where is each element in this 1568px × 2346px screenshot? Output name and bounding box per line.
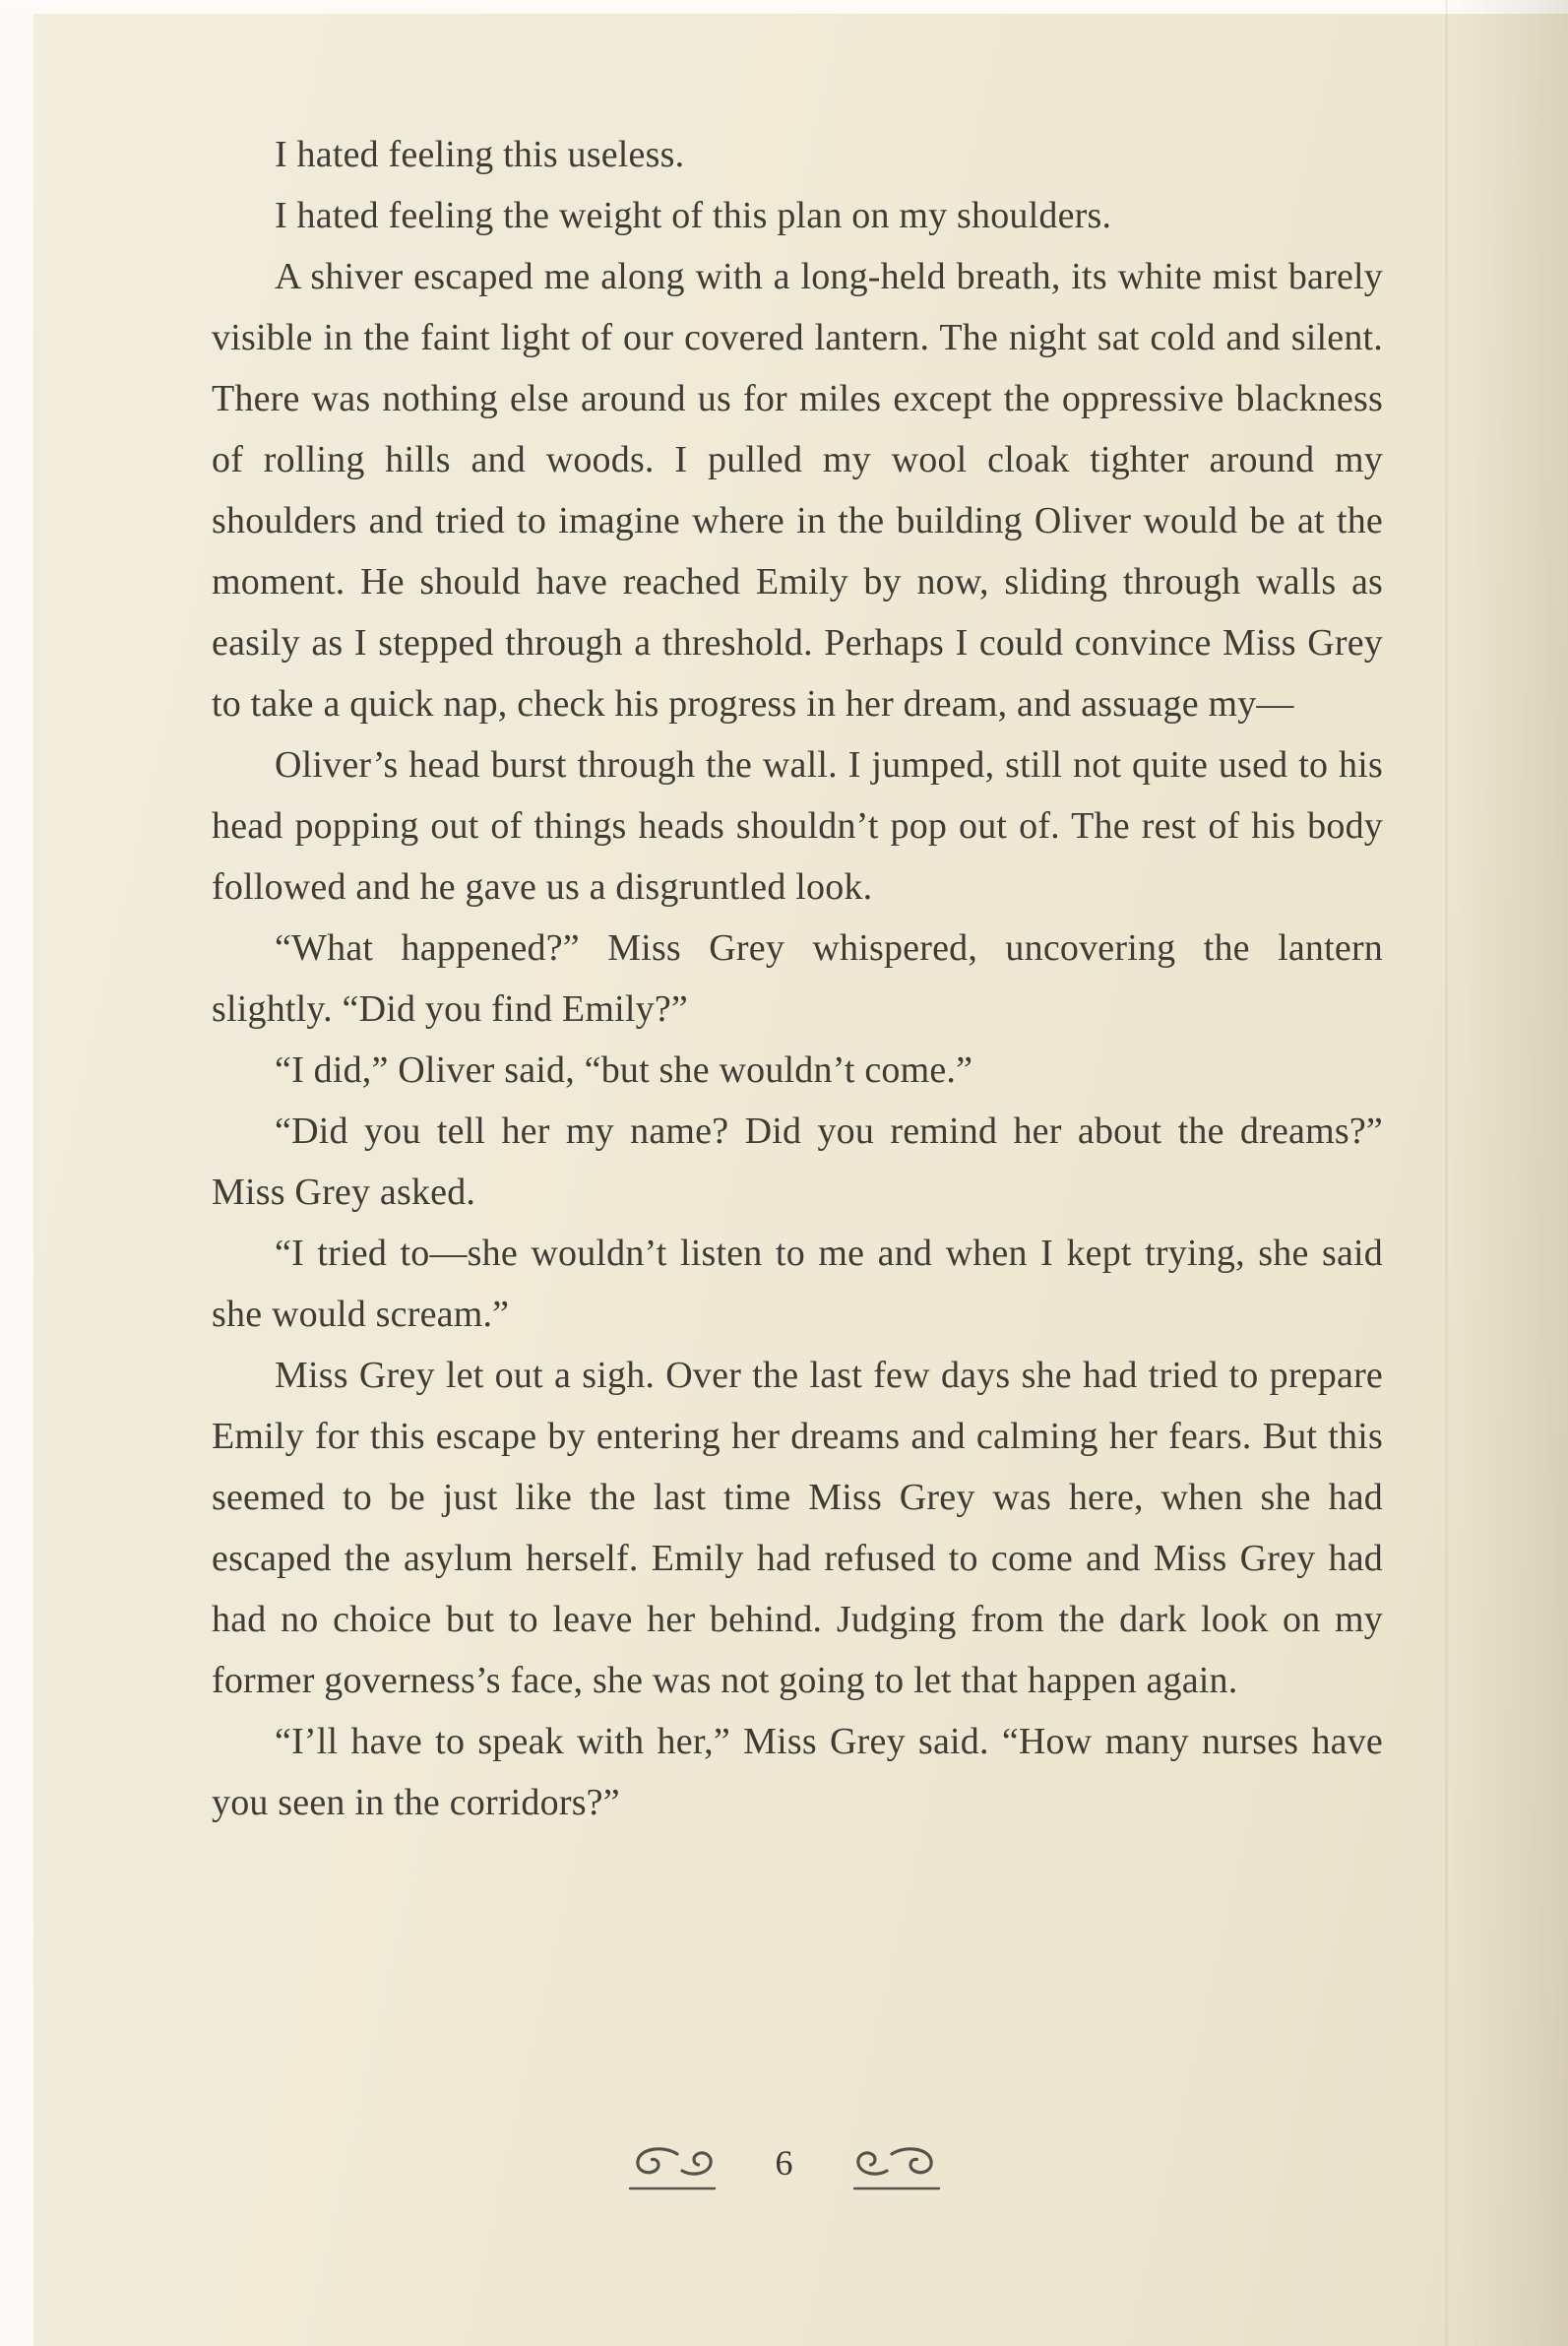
page-crease — [1445, 0, 1448, 2346]
page-text-block — [212, 124, 1383, 1833]
scan-edge-left — [0, 0, 33, 2346]
paragraph: “Did you tell her my name? Did you remind her about the dreams?” Miss Grey asked. — [212, 1110, 1383, 1213]
paragraph: Miss Grey let out a sigh. Over the last few days she had tried to prepare Emily for this escape by entering her dreams and calming her fears. But this seemed to be just like the last time Miss Grey was here, when she had escaped the asylum herself. Emily had refused to come and Miss Grey had had no choice but to leave her behind. Judging from the dark look on my former governess’s face, she was not going to let that happen again. — [212, 1355, 1383, 1701]
paragraph: Oliver’s head burst through the wall. I jumped, still not quite used to his head popping out of things heads shouldn’t pop out of. The rest of his body followed and he gave us a disgruntled look. — [212, 744, 1383, 908]
page-number: 6 — [775, 2143, 793, 2183]
scroll-flourish-left-icon — [620, 2144, 730, 2195]
paragraph: “I’ll have to speak with her,” Miss Grey said. “How many nurses have you seen in the corridors?” — [212, 1721, 1383, 1823]
page-right-shading — [1450, 0, 1568, 2346]
paragraph: I hated feeling the weight of this plan on my shoulders. — [275, 195, 1112, 236]
paragraph: A shiver escaped me along with a long-held breath, its white mist barely visible in the faint light of our covered lantern. The night sat cold and silent. There was nothing else around us for miles except the oppressive blackness of rolling hills and woods. I pulled my wool cloak tighter around my shoulders and tried to imagine where in the building Oliver would be at the moment. He should have reached Emily by now, sliding through walls as easily as I stepped through a threshold. Perhaps I could convince Miss Grey to take a quick nap, check his progress in her dream, and assuage my— — [212, 256, 1383, 725]
page-footer — [0, 2144, 1568, 2195]
scroll-flourish-right-icon — [839, 2144, 949, 2195]
paragraph: “What happened?” Miss Grey whispered, uncovering the lantern slightly. “Did you find Emily?” — [212, 927, 1383, 1030]
paragraph: “I tried to—she wouldn’t listen to me and when I kept trying, she said she would scream.” — [212, 1233, 1383, 1335]
scan-edge-top — [0, 0, 1568, 14]
paragraph: “I did,” Oliver said, “but she wouldn’t come.” — [275, 1049, 973, 1091]
paragraph: I hated feeling this useless. — [275, 134, 685, 175]
